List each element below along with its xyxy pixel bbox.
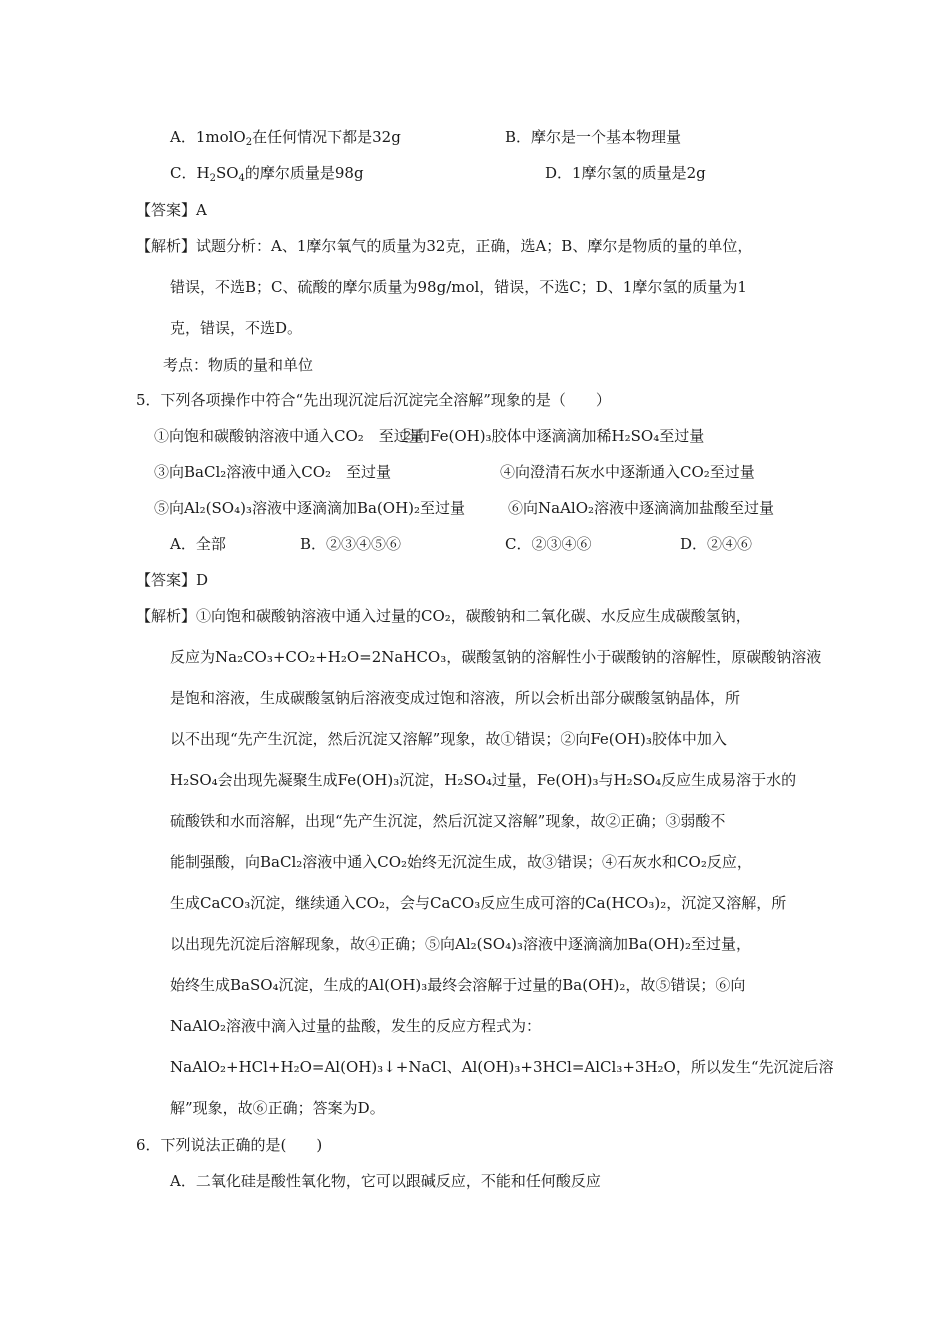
q4-analysis-line: 克，错误，不选D。	[170, 319, 303, 337]
q5-stem: 5．下列各项操作中符合“先出现沉淀后沉淀完全溶解”现象的是（ ）	[136, 391, 611, 409]
q6-option-a: A．二氧化硅是酸性氧化物，它可以跟碱反应，不能和任何酸反应	[170, 1172, 601, 1190]
q4-analysis-line: 【解析】试题分析：A、1摩尔氧气的质量为32克，正确，选A；B、摩尔是物质的量的单位，	[136, 237, 753, 255]
q5-item-2: ②向Fe(OH)₃胶体中逐滴滴加稀H₂SO₄至过量	[400, 427, 705, 445]
q5-item-3: ③向BaCl₂溶液中通入CO₂ 至过量	[154, 463, 392, 481]
q4-answer: 【答案】A	[136, 201, 207, 219]
q4-analysis-line: 错误，不选B；C、硫酸的摩尔质量为98g/mol，错误，不选C；D、1摩尔氢的质量为1	[170, 278, 747, 296]
q4-option-d: D．1摩尔氢的质量是2g	[545, 164, 706, 182]
q4-option-c: C．$H_2SO_4$的摩尔质量是98g	[170, 164, 364, 184]
q5-explanation-line: 是饱和溶液，生成碳酸氢钠后溶液变成过饱和溶液，所以会析出部分碳酸氢钠晶体，所	[170, 689, 741, 707]
q5-explanation-line: NaAlO₂+HCl+H₂O=Al(OH)₃↓+NaCl、Al(OH)₃+3HCl=AlCl₃+3H₂O，所以发生“先沉淀后溶	[170, 1058, 834, 1076]
q4-option-b: B．摩尔是一个基本物理量	[505, 128, 682, 146]
q4-kaodian: 考点：物质的量和单位	[163, 356, 314, 374]
q5-item-5: ⑤向Al₂(SO₄)₃溶液中逐滴滴加Ba(OH)₂至过量	[154, 499, 466, 517]
q5-item-4: ④向澄清石灰水中逐渐通入CO₂至过量	[500, 463, 755, 481]
q5-explanation-line: 反应为Na₂CO₃+CO₂+H₂O=2NaHCO₃，碳酸氢钠的溶解性小于碳酸钠的溶解性，原碳酸钠溶液	[170, 648, 822, 666]
q5-explanation-line: 【解析】①向饱和碳酸钠溶液中通入过量的CO₂，碳酸钠和二氧化碳、水反应生成碳酸氢钠，	[136, 607, 751, 625]
q5-explanation-line: 以不出现“先产生沉淀，然后沉淀又溶解”现象，故①错误；②向Fe(OH)₃胶体中加入	[170, 730, 727, 748]
q5-option-d: D．②④⑥	[680, 535, 753, 553]
q5-explanation-line: H₂SO₄会出现先凝聚生成Fe(OH)₃沉淀，H₂SO₄过量，Fe(OH)₃与H₂SO₄反应生成易溶于水的	[170, 771, 797, 789]
q5-explanation-line: 生成CaCO₃沉淀，继续通入CO₂，会与CaCO₃反应生成可溶的Ca(HCO₃)₂，沉淀又溶解，所	[170, 894, 787, 912]
q5-item-1: ①向饱和碳酸钠溶液中通入CO₂ 至过量	[154, 427, 424, 445]
q5-explanation-line: 以出现先沉淀后溶解现象，故④正确；⑤向Al₂(SO₄)₃溶液中逐滴滴加Ba(OH)₂至过量，	[170, 935, 752, 953]
q5-option-a: A．全部	[170, 535, 226, 553]
q5-explanation-line: 能制强酸，向BaCl₂溶液中通入CO₂始终无沉淀生成，故③错误；④石灰水和CO₂反应，	[170, 853, 752, 871]
q5-option-b: B．②③④⑤⑥	[300, 535, 402, 553]
q5-item-6: ⑥向NaAlO₂溶液中逐滴滴加盐酸至过量	[508, 499, 775, 517]
q5-explanation-line: 硫酸铁和水而溶解，出现“先产生沉淀，然后沉淀又溶解”现象，故②正确；③弱酸不	[170, 812, 726, 830]
q5-answer: 【答案】D	[136, 571, 209, 589]
q6-stem: 6．下列说法正确的是( )	[136, 1136, 323, 1154]
q5-explanation-line: NaAlO₂溶液中滴入过量的盐酸，发生的反应方程式为：	[170, 1017, 542, 1035]
q5-explanation-line: 始终生成BaSO₄沉淀，生成的Al(OH)₃最终会溶解于过量的Ba(OH)₂，故⑤错误；⑥向	[170, 976, 746, 994]
q4-option-a: A．1molO$_2$在任何情况下都是32g	[170, 128, 401, 148]
q5-explanation-line: 解”现象，故⑥正确；答案为D。	[170, 1099, 385, 1117]
q5-option-c: C．②③④⑥	[505, 535, 592, 553]
